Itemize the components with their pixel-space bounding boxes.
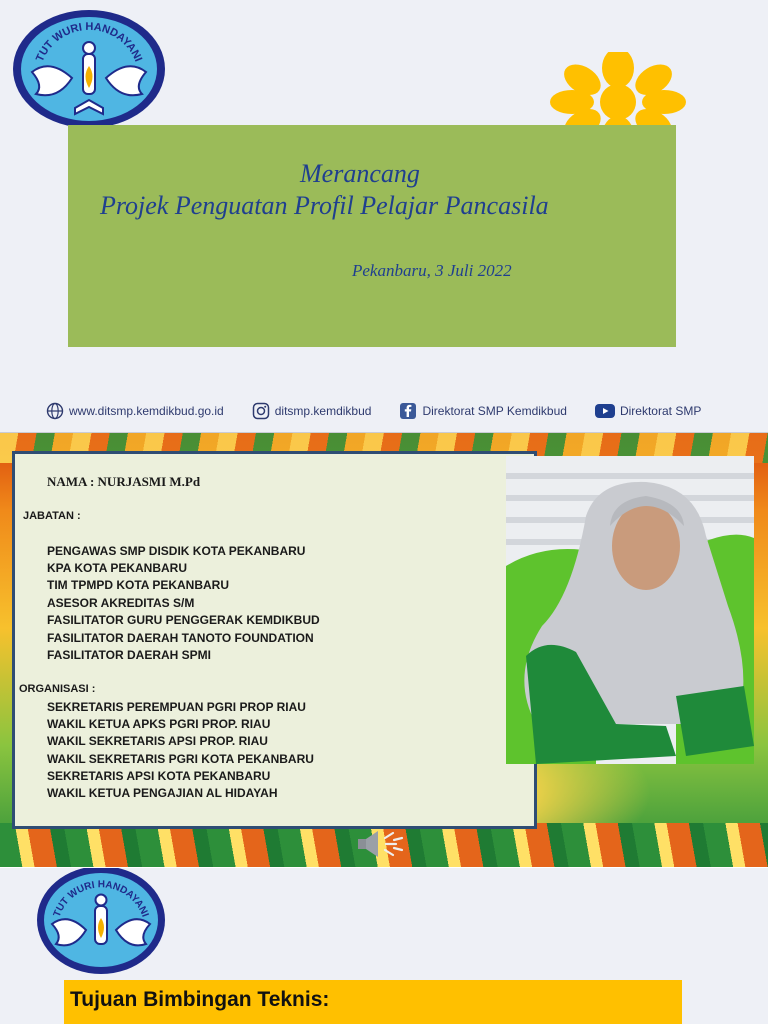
jabatan-item: FASILITATOR GURU PENGGERAK KEMDIKBUD bbox=[47, 613, 320, 627]
jabatan-item: FASILITATOR DAERAH TANOTO FOUNDATION bbox=[47, 631, 314, 645]
website-text: www.ditsmp.kemdikbud.go.id bbox=[69, 404, 224, 418]
organisasi-item: WAKIL SEKRETARIS PGRI KOTA PEKANBARU bbox=[47, 752, 314, 766]
title-box bbox=[68, 125, 676, 347]
globe-icon bbox=[46, 402, 64, 420]
svg-text:TUT WURI HANDAYANI: TUT WURI HANDAYANI bbox=[33, 20, 145, 64]
youtube-link[interactable] bbox=[595, 404, 701, 418]
title-line-2: Projek Penguatan Profil Pelajar Pancasila bbox=[100, 191, 549, 220]
youtube-text: Direktorat SMP bbox=[619, 404, 702, 418]
organisasi-item: SEKRETARIS APSI KOTA PEKANBARU bbox=[47, 769, 271, 783]
jabatan-item: KPA KOTA PEKANBARU bbox=[47, 561, 187, 575]
instagram-text: ditsmp.kemdikbud bbox=[274, 404, 372, 418]
jabatan-item: TIM TPMPD KOTA PEKANBARU bbox=[47, 578, 229, 592]
organisasi-item: WAKIL SEKRETARIS APSI PROP. RIAU bbox=[47, 734, 268, 748]
svg-text:TUT WURI HANDAYANI: TUT WURI HANDAYANI bbox=[51, 879, 151, 919]
instagram-icon bbox=[252, 402, 270, 420]
organisasi-label: ORGANISASI : bbox=[19, 683, 96, 695]
website-link[interactable] bbox=[46, 402, 224, 420]
tut-wuri-handayani-logo bbox=[10, 8, 168, 130]
heading-bar bbox=[64, 980, 682, 1024]
tujuan-heading: Tujuan Bimbingan Teknis: bbox=[70, 988, 330, 1011]
jabatan-item: FASILITATOR DAERAH SPMI bbox=[47, 648, 212, 662]
organisasi-item: WAKIL KETUA APKS PGRI PROP. RIAU bbox=[47, 717, 271, 731]
facebook-text: Direktorat SMP Kemdikbud bbox=[422, 404, 567, 418]
tujuan-slide bbox=[0, 868, 768, 1024]
jabatan-item: PENGAWAS SMP DISDIK KOTA PEKANBARU bbox=[47, 544, 306, 558]
name-line: NAMA : NURJASMI M.Pd bbox=[47, 474, 201, 489]
social-links bbox=[46, 400, 729, 422]
facebook-icon bbox=[399, 402, 417, 420]
profile-photo bbox=[506, 456, 754, 764]
tut-wuri-handayani-logo bbox=[34, 868, 168, 976]
instagram-link[interactable] bbox=[252, 402, 372, 420]
jabatan-label: JABATAN : bbox=[23, 510, 81, 522]
title-line-1: Merancang bbox=[300, 159, 420, 188]
date-line: Pekanbaru, 3 Juli 2022 bbox=[352, 261, 512, 280]
title-slide bbox=[0, 0, 768, 433]
organisasi-item: SEKRETARIS PEREMPUAN PGRI PROP RIAU bbox=[47, 700, 306, 714]
profile-slide bbox=[0, 433, 768, 867]
jabatan-item: ASESOR AKREDITAS S/M bbox=[47, 596, 195, 610]
organisasi-item: WAKIL KETUA PENGAJIAN AL HIDAYAH bbox=[47, 786, 278, 800]
facebook-link[interactable] bbox=[399, 402, 567, 420]
bio-card bbox=[12, 451, 537, 829]
speaker-icon[interactable] bbox=[356, 829, 410, 864]
youtube-icon bbox=[595, 404, 615, 418]
